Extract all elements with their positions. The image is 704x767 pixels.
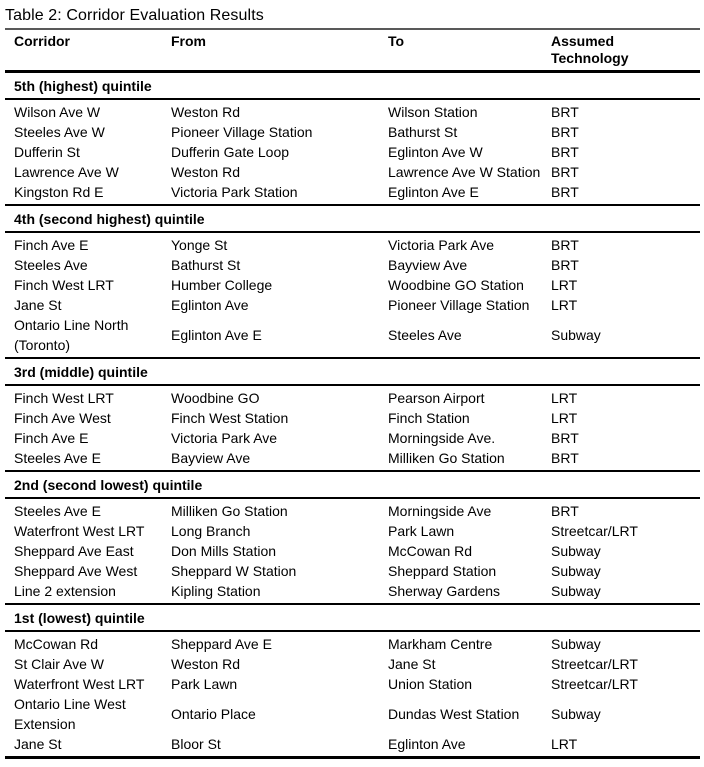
- table-row: [5, 448, 700, 471]
- table-row: [5, 521, 700, 541]
- table-cell-corridor: Kingston Rd E: [14, 184, 104, 200]
- table-cell-technology: BRT: [551, 450, 579, 466]
- table-row: [5, 275, 700, 295]
- table-row: [5, 498, 700, 521]
- table-cell-technology: Subway: [551, 543, 601, 559]
- table-cell-from: Yonge St: [171, 237, 228, 253]
- table-cell-to: Morningside Ave: [388, 503, 492, 519]
- table-cell-corridor: Finch West LRT: [14, 390, 114, 406]
- table-cell-technology: Streetcar/LRT: [551, 523, 638, 539]
- table-cell-from: Finch West Station: [171, 410, 289, 426]
- table-cell-to: Pioneer Village Station: [388, 297, 530, 313]
- table-cell-technology: LRT: [551, 410, 578, 426]
- table-cell-from: Woodbine GO: [171, 390, 260, 406]
- table-cell-to: Bayview Ave: [388, 257, 468, 273]
- table-cell-technology: BRT: [551, 104, 579, 120]
- table-cell-corridor: Steeles Ave E: [14, 503, 101, 519]
- table-cell-technology: Subway: [551, 706, 601, 722]
- table-row: [5, 631, 700, 654]
- table-cell-to: Milliken Go Station: [388, 450, 505, 466]
- table-cell-corridor: Wilson Ave W: [14, 104, 101, 120]
- table-cell-technology: Subway: [551, 327, 601, 343]
- table-cell-corridor: Sheppard Ave West: [14, 563, 138, 579]
- table-cell-from: Victoria Park Ave: [171, 430, 278, 446]
- header-row: [5, 29, 700, 72]
- column-header-to: To: [380, 29, 543, 72]
- table-row: [5, 315, 700, 358]
- section-header-row: [5, 205, 700, 232]
- table-cell-corridor: Lawrence Ave W: [14, 164, 119, 180]
- table-cell-from: Long Branch: [171, 523, 251, 539]
- table-row: [5, 182, 700, 205]
- corridor-evaluation-table: [5, 28, 700, 759]
- table-cell-corridor: Steeles Ave: [14, 257, 88, 273]
- table-cell-corridor: Line 2 extension: [14, 583, 116, 599]
- table-cell-to: Markham Centre: [388, 636, 493, 652]
- table-cell-technology: BRT: [551, 124, 579, 140]
- table-cell-to: Park Lawn: [388, 523, 455, 539]
- table-cell-from: Dufferin Gate Loop: [171, 144, 290, 160]
- table-row: [5, 734, 700, 758]
- table-row: [5, 541, 700, 561]
- table-cell-technology: LRT: [551, 390, 578, 406]
- table-cell-from: Weston Rd: [171, 164, 240, 180]
- table-row: [5, 694, 700, 734]
- table-cell-corridor: Ontario Line North (Toronto): [14, 317, 129, 353]
- table-cell-technology: BRT: [551, 237, 579, 253]
- section-label: 5th (highest) quintile: [5, 72, 700, 100]
- section-header-row: [5, 471, 700, 498]
- table-cell-corridor: St Clair Ave W: [14, 656, 104, 672]
- table-row: [5, 561, 700, 581]
- table-cell-technology: Subway: [551, 563, 601, 579]
- table-cell-from: Sheppard W Station: [171, 563, 297, 579]
- table-cell-from: Kipling Station: [171, 583, 261, 599]
- table-cell-corridor: Waterfront West LRT: [14, 676, 145, 692]
- column-header-assumed-technology: Assumed Technology: [543, 29, 700, 72]
- table-cell-technology: BRT: [551, 184, 579, 200]
- table-cell-from: Sheppard Ave E: [171, 636, 272, 652]
- column-header-corridor: Corridor: [5, 29, 163, 72]
- table-cell-from: Bathurst St: [171, 257, 241, 273]
- table-cell-from: Eglinton Ave E: [171, 327, 262, 343]
- table-cell-corridor: Finch Ave E: [14, 237, 89, 253]
- table-cell-to: Bathurst St: [388, 124, 458, 140]
- table-cell-to: Morningside Ave.: [388, 430, 496, 446]
- table-row: [5, 428, 700, 448]
- table-row: [5, 162, 700, 182]
- table-cell-corridor: Dufferin St: [14, 144, 80, 160]
- table-row: [5, 385, 700, 408]
- table-cell-to: Steeles Ave: [388, 327, 462, 343]
- table-cell-technology: BRT: [551, 164, 579, 180]
- table-cell-to: Union Station: [388, 676, 473, 692]
- section-label: 1st (lowest) quintile: [5, 604, 700, 631]
- table-cell-corridor: Steeles Ave W: [14, 124, 105, 140]
- table-cell-to: Eglinton Ave E: [388, 184, 479, 200]
- table-cell-corridor: Jane St: [5, 734, 163, 758]
- section-label: 2nd (second lowest) quintile: [5, 471, 700, 498]
- table-cell-corridor: Finch West LRT: [14, 277, 114, 293]
- table-cell-to: Victoria Park Ave: [388, 237, 495, 253]
- column-header-from: From: [163, 29, 380, 72]
- table-cell-from: Humber College: [171, 277, 273, 293]
- table-cell-from: Weston Rd: [171, 104, 240, 120]
- table-cell-technology: BRT: [551, 503, 579, 519]
- table-cell-from: Milliken Go Station: [171, 503, 288, 519]
- table-cell-from: Victoria Park Station: [171, 184, 298, 200]
- table-cell-corridor: Ontario Line West Extension: [14, 696, 126, 732]
- table-cell-from: Weston Rd: [171, 656, 240, 672]
- table-cell-to: Pearson Airport: [388, 390, 485, 406]
- table-cell-technology: LRT: [551, 297, 578, 313]
- table-cell-technology: Subway: [551, 636, 601, 652]
- table-cell-from: Park Lawn: [171, 676, 238, 692]
- table-cell-corridor: Steeles Ave E: [14, 450, 101, 466]
- section-label: 3rd (middle) quintile: [5, 358, 700, 385]
- table-cell-technology: BRT: [551, 144, 579, 160]
- table-row: [5, 142, 700, 162]
- table-cell-to: Eglinton Ave W: [388, 144, 483, 160]
- table-cell-technology: BRT: [551, 257, 579, 273]
- table-cell-from: Eglinton Ave: [171, 297, 249, 313]
- table-cell-to: Finch Station: [388, 410, 470, 426]
- table-cell-to: McCowan Rd: [388, 543, 473, 559]
- section-header-row: [5, 358, 700, 385]
- table-row: [5, 255, 700, 275]
- table-cell-corridor: Waterfront West LRT: [14, 523, 145, 539]
- table-row: [5, 232, 700, 255]
- table-cell-to: Wilson Station: [388, 104, 478, 120]
- section-header-row: [5, 72, 700, 100]
- table-row: [5, 674, 700, 694]
- table-cell-technology: LRT: [543, 734, 700, 758]
- section-label: 4th (second highest) quintile: [5, 205, 700, 232]
- table-cell-technology: Subway: [551, 583, 601, 599]
- table-cell-to: Sherway Gardens: [388, 583, 501, 599]
- table-row: [5, 654, 700, 674]
- table-row: [5, 99, 700, 122]
- table-cell-to: Lawrence Ave W Station: [388, 164, 541, 180]
- table-cell-corridor: Finch Ave West: [14, 410, 111, 426]
- table-cell-technology: Streetcar/LRT: [551, 656, 638, 672]
- table-cell-to: Woodbine GO Station: [388, 277, 524, 293]
- table-cell-from: Bloor St: [163, 734, 380, 758]
- table-cell-from: Pioneer Village Station: [171, 124, 313, 140]
- table-cell-from: Don Mills Station: [171, 543, 277, 559]
- table-cell-to: Eglinton Ave: [380, 734, 543, 758]
- table-row: [5, 581, 700, 604]
- table-cell-technology: BRT: [551, 430, 579, 446]
- table-row: [5, 408, 700, 428]
- table-cell-technology: LRT: [551, 277, 578, 293]
- table-cell-to: Dundas West Station: [388, 706, 520, 722]
- table-cell-corridor: Finch Ave E: [14, 430, 89, 446]
- table-cell-technology: Streetcar/LRT: [551, 676, 638, 692]
- table-cell-corridor: Sheppard Ave East: [14, 543, 134, 559]
- table-cell-from: Ontario Place: [171, 706, 256, 722]
- table-row: [5, 122, 700, 142]
- section-header-row: [5, 604, 700, 631]
- table-cell-corridor: McCowan Rd: [14, 636, 99, 652]
- table-cell-to: Sheppard Station: [388, 563, 497, 579]
- table-title: Table 2: Corridor Evaluation Results: [5, 7, 264, 24]
- table-cell-corridor: Jane St: [14, 297, 62, 313]
- table-row: [5, 295, 700, 315]
- table-cell-to: Jane St: [388, 656, 436, 672]
- table-cell-from: Bayview Ave: [171, 450, 251, 466]
